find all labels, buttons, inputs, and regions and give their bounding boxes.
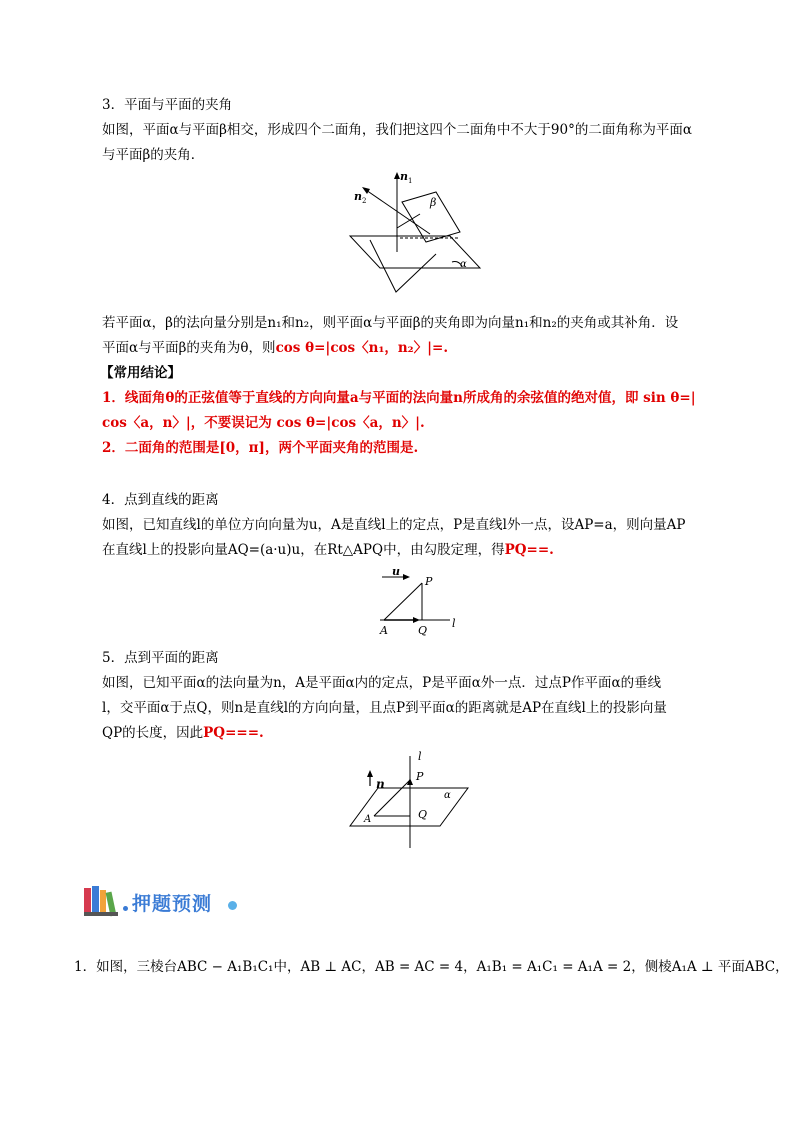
dihedral-angle-figure [340, 170, 490, 300]
section-3-normal-vectors: 若平面α，β的法向量分别是n₁和n₂，则平面α与平面β的夹角即为向量n₁和n₂的夹角或其补角．设 [102, 315, 679, 331]
section-5-text-line1: 如图，已知平面α的法向量为n，A是平面α内的定点，P是平面α外一点．过点P作平面α的垂线 [102, 675, 662, 691]
n1-subscript: 1 [408, 177, 413, 185]
a-label: A [364, 814, 372, 825]
banner-end-dot [228, 901, 237, 910]
section-5-heading: 5．点到平面的距离 [102, 650, 219, 666]
a-label: A [380, 624, 388, 637]
formula-prefix: 平面α与平面β的夹角为θ，则 [102, 340, 276, 356]
formula-cos-theta: cos θ=|cos〈n₁，n₂〉|=. [275, 340, 449, 356]
p-label: P [425, 575, 433, 588]
q-label: Q [418, 808, 428, 821]
question-1-text: 1．如图，三棱台ABC − A₁B₁C₁中，AB ⊥ AC，AB = AC = 4，A₁B₁ = A₁C₁ = A₁A = 2，侧棱A₁A ⊥ 平面ABC， [74, 959, 789, 975]
alpha-label: α [460, 259, 467, 270]
l-label: l [452, 617, 456, 630]
section-5-text-line3 [102, 723, 264, 743]
section-4-text-line1: 如图，已知直线l的单位方向向量为u，A是直线l上的定点，P是直线l外一点，设AP=a，则向量AP [102, 517, 686, 533]
section-4-line2-prefix: 在直线l上的投影向量AQ=(a·u)u，在Rt△APQ中，由勾股定理，得 [102, 542, 505, 558]
conclusion-item-1-line1: 1．线面角θ的正弦值等于直线的方向向量a与平面的法向量n所成角的余弦值的绝对值，即 sin θ=| [102, 390, 696, 406]
p-label: P [416, 770, 424, 783]
conclusion-item-2: 2．二面角的范围是[0，π]，两个平面夹角的范围是. [102, 440, 419, 456]
section-4-text-line2 [102, 540, 554, 560]
alpha-label: α [444, 790, 451, 801]
books-icon [82, 884, 122, 918]
point-line-distance-figure [370, 565, 470, 640]
conclusion-heading: 【常用结论】 [100, 365, 181, 381]
conclusion-item-1-line2: cos〈a，n〉|，不要误记为 cos θ=|cos〈a，n〉|. [102, 415, 425, 431]
section-5-text-line2: l，交平面α于点Q，则n是直线l的方向向量，且点P到平面α的距离就是AP在直线l上的投影向量 [102, 700, 667, 716]
section-3-text-line1: 如图，平面α与平面β相交，形成四个二面角，我们把这四个二面角中不大于90°的二面角称为平面α [102, 122, 692, 138]
section-3-heading: 3．平面与平面的夹角 [102, 97, 233, 113]
banner-title: 押题预测 [132, 893, 213, 915]
section-3-formula-line [102, 338, 448, 358]
q-label: Q [418, 624, 428, 637]
n2-label: n [354, 190, 362, 203]
point-plane-distance-figure [340, 748, 480, 858]
banner-dot [123, 906, 128, 911]
u-label: u [392, 565, 400, 578]
section-4-heading: 4．点到直线的距离 [102, 492, 219, 508]
beta-label: β [430, 196, 437, 209]
n-label: n [376, 777, 385, 791]
formula-pq-line: PQ==. [504, 542, 554, 558]
l-label: l [418, 750, 422, 763]
section-3-text-line2: 与平面β的夹角． [102, 147, 205, 163]
n2-subscript: 2 [362, 197, 367, 205]
prediction-banner [82, 884, 262, 920]
section-5-line3-prefix: QP的长度，因此 [102, 725, 204, 741]
formula-pq-plane: PQ===. [203, 725, 264, 741]
n1-label: n [400, 170, 408, 183]
